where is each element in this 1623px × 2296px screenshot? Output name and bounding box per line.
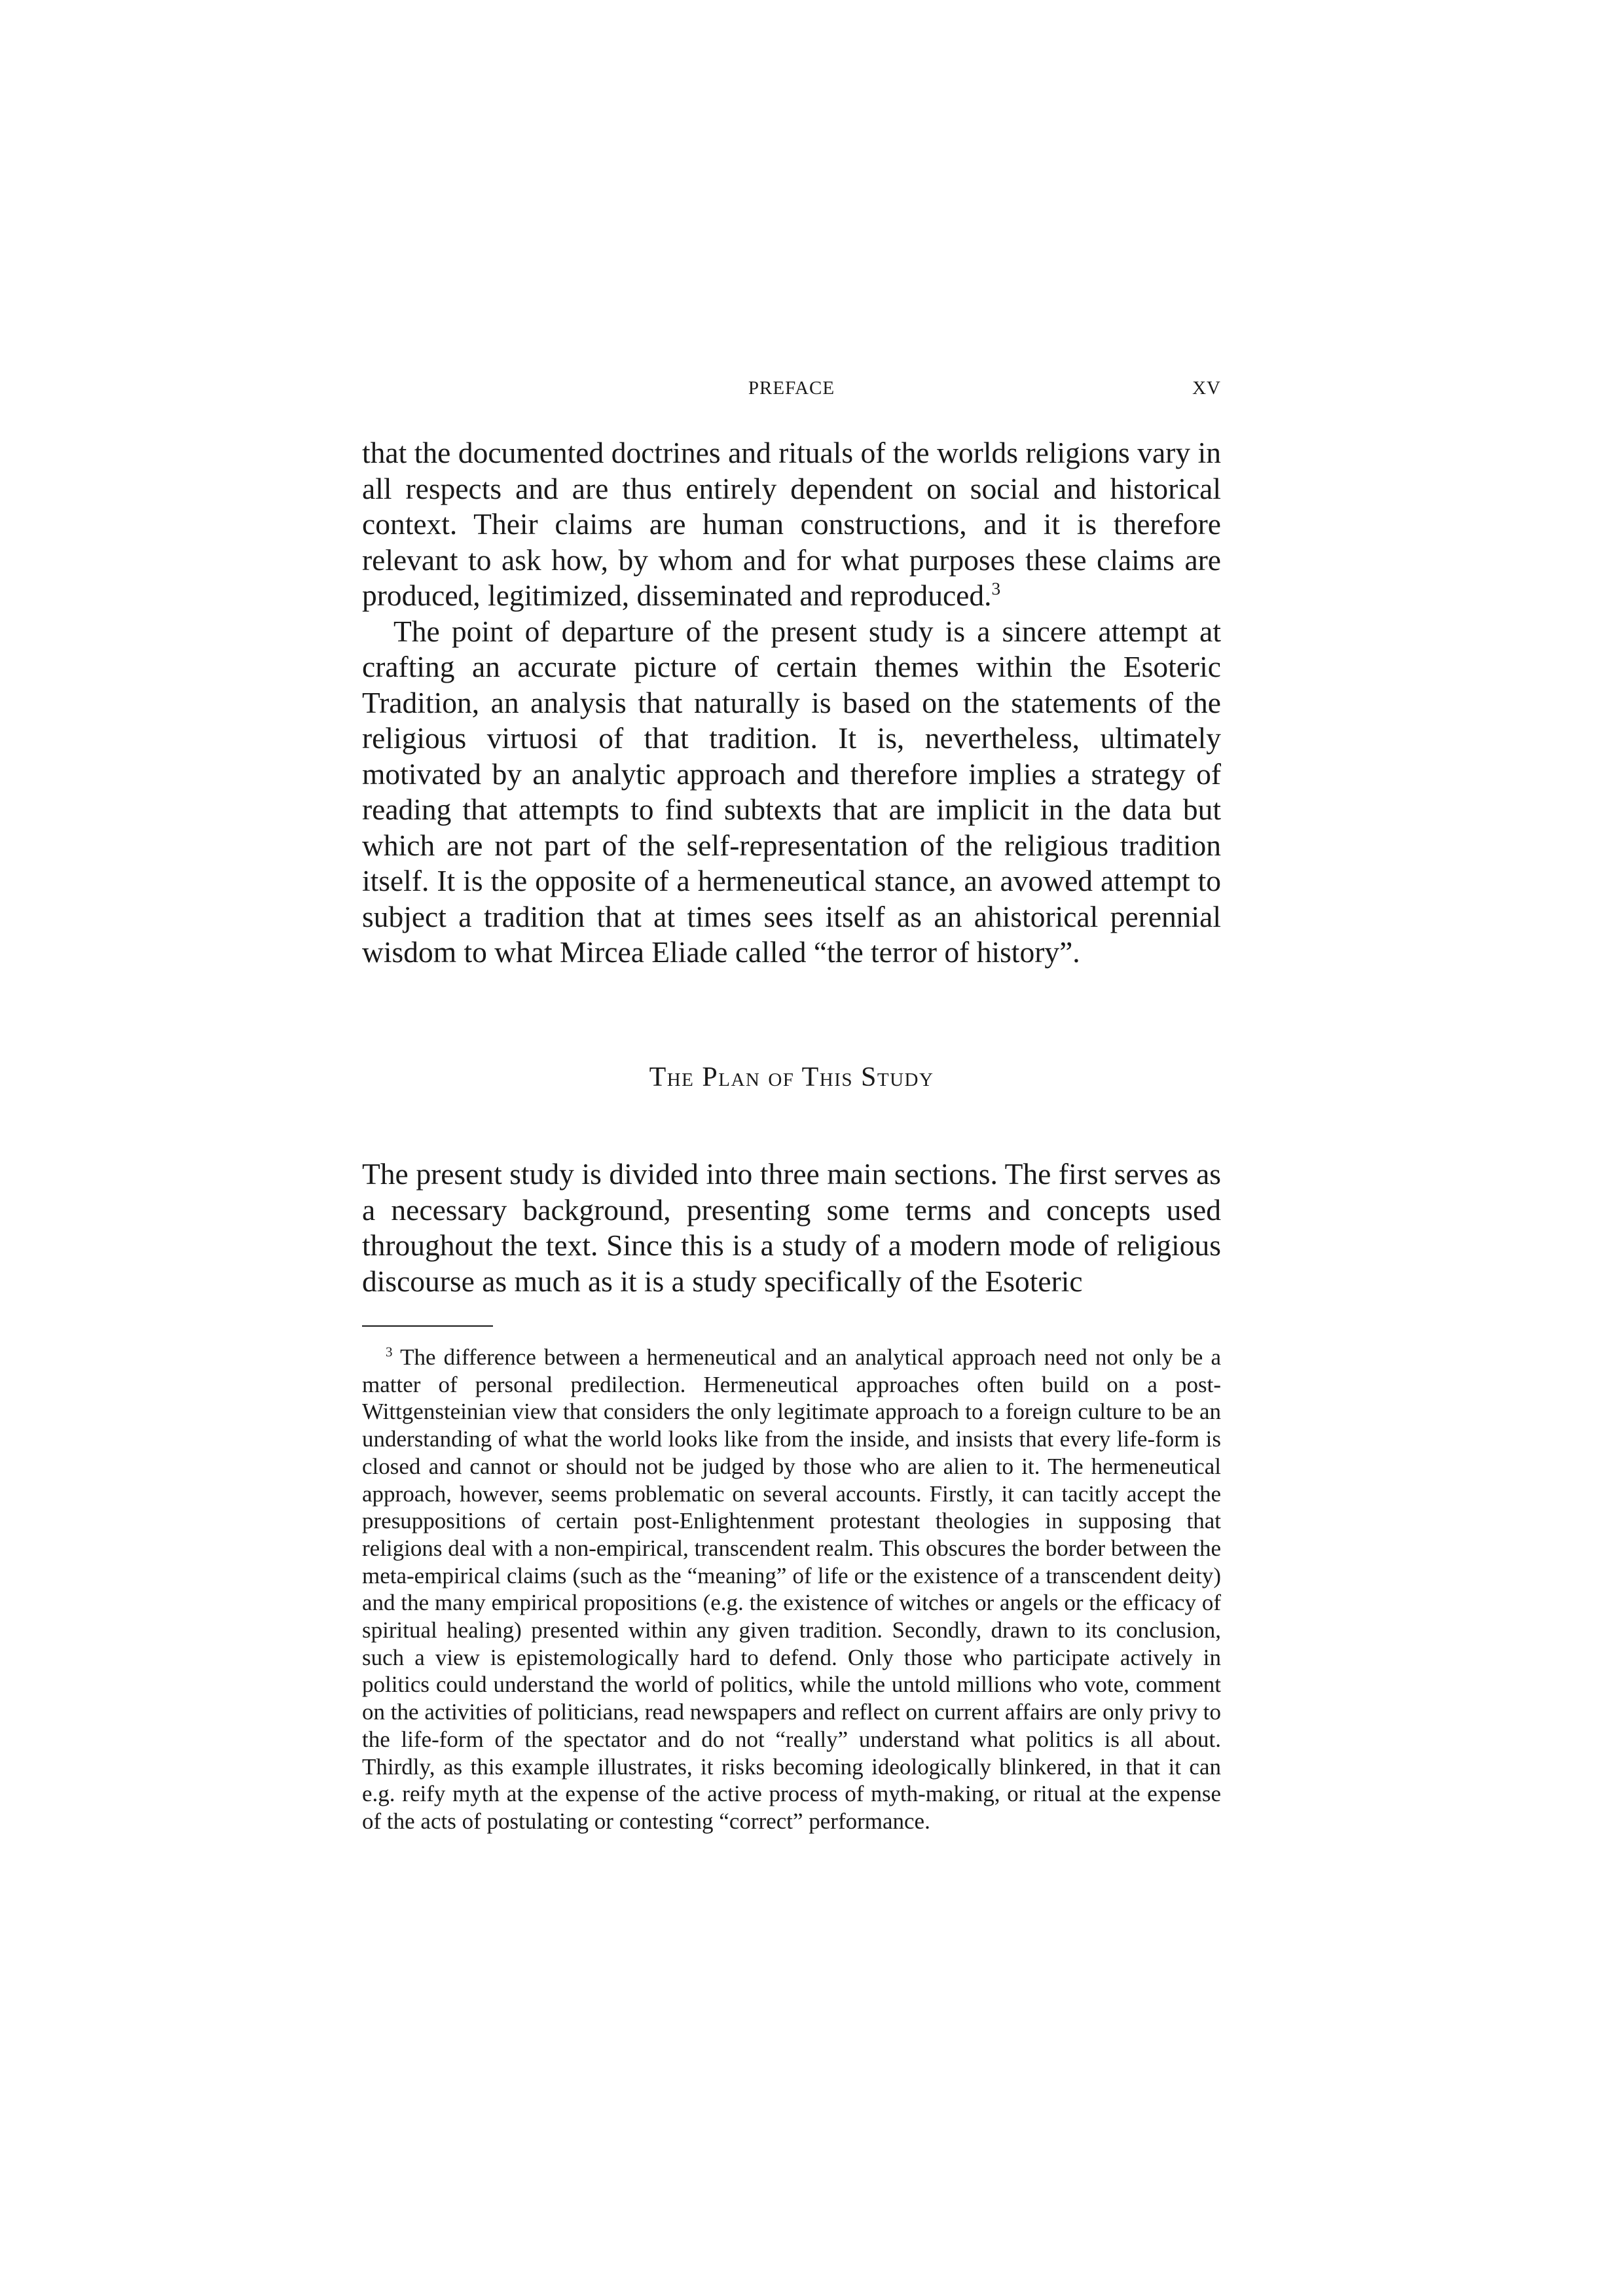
main-text [362, 435, 1221, 971]
footnote [362, 1344, 1221, 1835]
footnote-text: The difference between a hermeneutical and an analytical approach need not only be a matter of personal predilection. Hermeneutical approaches often build on a post-Wittgensteinian view that considers the only legitimate approach to a foreign culture to be an understanding of what the world looks like from the inside, and insists that every life-form is closed and cannot or should not be judged by those who are alien to it. The hermeneutical approach, however, seems problematic on several accounts. Firstly, it can tacitly accept the presuppositions of certain post-Enlightenment protestant theologies in supposing that religions deal with a non-empirical, transcendent realm. This obscures the border between the meta-empirical claims (such as the “meaning” of life or the existence of a transcendent deity) and the many empirical propositions (e.g. the existence of witches or angels or the efficacy of spiritual healing) presented within any given tradition. Secondly, drawn to its conclusion, such a view is epistemologically hard to defend. Only those who participate actively in politics could understand the world of politics, while the untold millions who vote, comment on the activities of politicians, read newspapers and reflect on current affairs are only privy to the life-form of the spectator and do not “really” understand what politics is all about. Thirdly, as this example illustrates, it risks becoming ideologically blinkered, in that it can e.g. reify myth at the expense of the active process of myth-making, or ritual at the expense of the acts of postulating or contesting “correct” performance. [362, 1344, 1221, 1834]
running-head-title: PREFACE [748, 378, 835, 399]
section-heading: The Plan of This Study [649, 1062, 934, 1092]
footnote-divider [362, 1325, 493, 1327]
paragraph: The present study is divided into three main sections. The first serves as a necessary background, presenting some terms and concepts used throughout the text. Since this is a study of a modern mode of religious discourse as much as it is a study specifically of the Esoteric [362, 1157, 1221, 1298]
paragraph [362, 435, 1221, 614]
section-text [362, 1157, 1221, 1299]
footnote-reference: 3 [991, 579, 1001, 599]
paragraph-text: that the documented doctrines and rituals of the worlds religions vary in all respects and are thus entirely dependent on social and historical context. Their claims are human constructions, and it is therefore relevant to ask how, by whom and for what purposes these claims are produced, legitimized, disseminated and reproduced. [362, 436, 1221, 612]
paragraph: The point of departure of the present study is a sincere attempt at crafting an accurate picture of certain themes within the Esoteric Tradition, an analysis that naturally is based on the statements of the religious virtuosi of that tradition. It is, nevertheless, ultimately motivated by an analytic approach and therefore implies a strategy of reading that attempts to find subtexts that are implicit in the data but which are not part of the self-representation of the religious tradition itself. It is the opposite of a hermeneutical stance, an avowed attempt to subject a tradition that at times sees itself as an ahistorical perennial wisdom to what Mircea Eliade called “the terror of history”. [362, 614, 1221, 969]
footnotes [362, 1344, 1221, 1835]
footnote-number: 3 [386, 1344, 393, 1360]
page-number: XV [1192, 378, 1221, 399]
running-head [362, 378, 1221, 404]
